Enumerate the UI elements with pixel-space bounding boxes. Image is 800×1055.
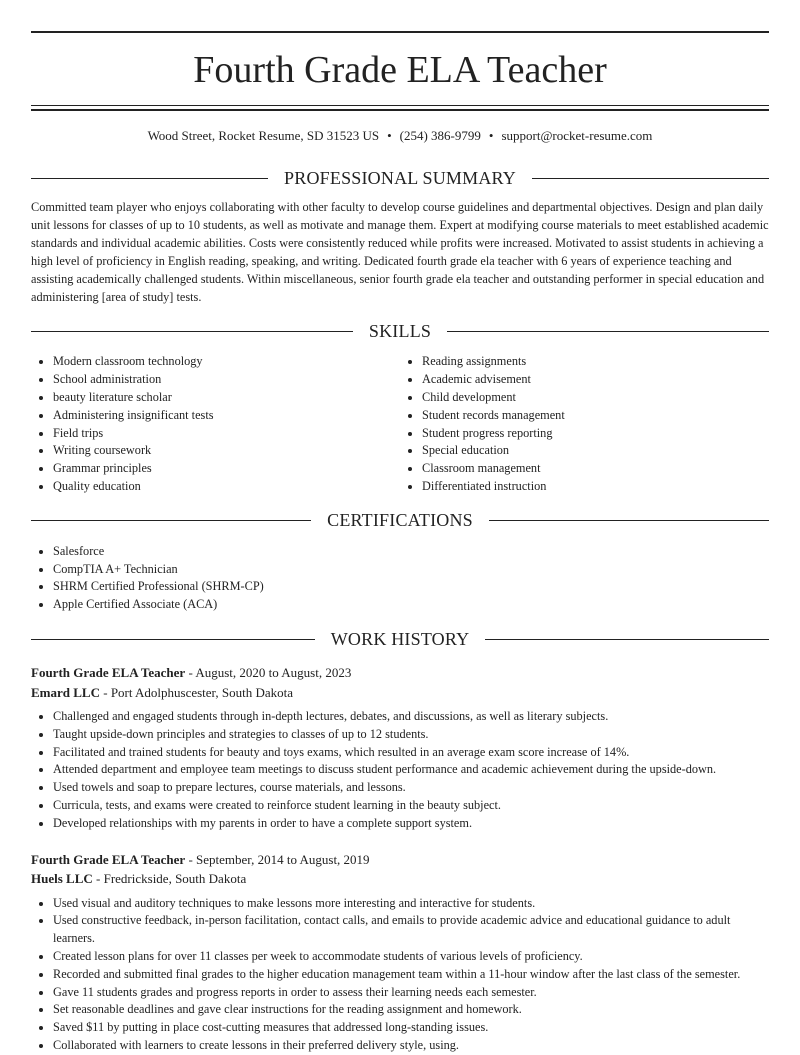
job-entry [31,663,769,833]
section-title: WORK HISTORY [330,628,470,649]
job-bullet: • Taught upside-down principles and strategies to classes of up to 12 students. [53,726,769,744]
skill-item: • Classroom management [422,460,769,478]
job-role: Fourth Grade ELA Teacher [31,851,186,867]
section-rule-right [447,331,769,332]
section-title: SKILLS [368,320,432,341]
skills-column-right [400,353,769,495]
certification-item: • SHRM Certified Professional (SHRM-CP) [53,578,769,596]
job-dates: - September, 2014 to August, 2019 [185,851,370,867]
skill-item: • Child development [422,389,769,407]
skill-item: • Quality education [53,478,400,496]
job-bullet: • Gave 11 students grades and progress reports in order to assess their learning needs each semester. [53,984,769,1002]
job-location: - Fredrickside, South Dakota [92,871,247,887]
section-title: CERTIFICATIONS [327,510,473,531]
job-bullet: • Facilitated and trained students for beauty and toys exams, which resulted in an average exam score increase of 14%. [53,744,769,762]
certification-item: • CompTIA A+ Technician [53,561,769,579]
skill-item: • beauty literature scholar [53,389,400,407]
job-title-line [31,850,769,870]
job-company-line [31,869,769,889]
job-company-line [31,683,769,703]
work-history-list [31,663,769,1055]
job-title-line [31,663,769,683]
skill-item: • Modern classroom technology [53,353,400,371]
skill-item: • Special education [422,442,769,460]
job-bullet: • Used visual and auditory techniques to make lessons more interesting and interactive for students. [53,895,769,913]
contact-separator: • [387,128,392,143]
section-rule-right [485,639,769,640]
skill-item: • School administration [53,371,400,389]
job-bullet: • Used towels and soap to prepare lectures, course materials, and lessons. [53,779,769,797]
job-bullet: • Used constructive feedback, in-person facilitation, contact calls, and emails to provide academic advice and educational guidance to adult learners. [53,912,769,948]
section-title: PROFESSIONAL SUMMARY [284,167,516,188]
top-rule [31,31,769,33]
job-bullets [31,895,769,1055]
section-header-certifications [31,510,769,532]
skill-item: • Differentiated instruction [422,478,769,496]
contact-line [31,127,769,145]
job-company: Huels LLC [31,871,93,887]
job-bullet: • Set reasonable deadlines and gave clear instructions for the reading assignment and homework. [53,1001,769,1019]
section-header-summary [31,167,769,189]
certifications-list [31,543,769,614]
section-rule-left [31,178,268,179]
skill-item: • Academic advisement [422,371,769,389]
job-location: - Port Adolphuscester, South Dakota [99,684,293,700]
job-bullet: • Challenged and engaged students through in-depth lectures, debates, and discussions, as well as literary subjects. [53,708,769,726]
job-bullets [31,708,769,833]
skill-item: • Student records management [422,407,769,425]
job-dates: - August, 2020 to August, 2023 [185,665,352,680]
contact-email[interactable]: support@rocket-resume.com [501,128,653,143]
job-bullet: • Recorded and submitted final grades to the higher education management team within a 11-hour window after the last class of the semester. [53,966,769,984]
job-bullet: • Saved $11 by putting in place cost-cutting measures that addressed long-standing issues. [53,1019,769,1037]
job-role: Fourth Grade ELA Teacher [31,665,186,680]
job-bullet: • Created lesson plans for over 11 classes per week to accommodate students of various levels of proficiency. [53,948,769,966]
candidate-name: Fourth Grade ELA Teacher [193,49,607,91]
skill-item: • Student progress reporting [422,425,769,443]
skill-item: • Grammar principles [53,460,400,478]
section-rule-left [31,639,315,640]
summary-text: Committed team player who enjoys collaborating with other faculty to develop course guidelines and departmental objectives. Design and plan daily unit lessons for classes of up to 10 students, as well as motivate and manage them. Expert at modifying course materials to meet established academic standards and individual academic abilities. Costs were consistently reduced while profits were increased. Motivated to assist students in achieving a high level of proficiency in English reading, speaking, and writing. Dedicated fourth grade ela teacher with 6 years of experience teaching and assisting academically challenged students. Within miscellaneous, senior fourth grade ela teacher and outstanding performer in special education and administering [area of study] tests. [31,200,769,304]
job-bullet: • Collaborated with learners to create lessons in their preferred delivery style, using. [53,1037,769,1055]
skills-list [31,353,769,495]
resume-page [31,0,769,1055]
skill-item: • Administering insignificant tests [53,407,400,425]
section-rule-right [532,178,769,179]
job-bullet: • Curricula, tests, and exams were created to reinforce student learning in the beauty subject. [53,797,769,815]
job-bullet: • Attended department and employee team meetings to discuss student performance and academic achievement during the upside-down. [53,761,769,779]
section-rule-left [31,331,353,332]
certification-item: • Salesforce [53,543,769,561]
skills-column-left [31,353,400,495]
section-header-work-history [31,628,769,650]
header-double-rule [31,105,769,111]
job-bullet: • Developed relationships with my parents in order to have a complete support system. [53,815,769,833]
section-header-skills [31,320,769,342]
contact-phone: (254) 386-9799 [399,128,481,143]
section-rule-left [31,520,311,521]
certification-item: • Apple Certified Associate (ACA) [53,596,769,614]
job-company: Emard LLC [31,684,100,700]
skill-item: • Reading assignments [422,353,769,371]
section-rule-right [489,520,769,521]
contact-separator: • [488,128,494,143]
skill-item: • Writing coursework [53,442,400,460]
skill-item: • Field trips [53,425,400,443]
job-entry [31,850,769,1055]
contact-address: Wood Street, Rocket Resume, SD 31523 US [147,128,380,143]
